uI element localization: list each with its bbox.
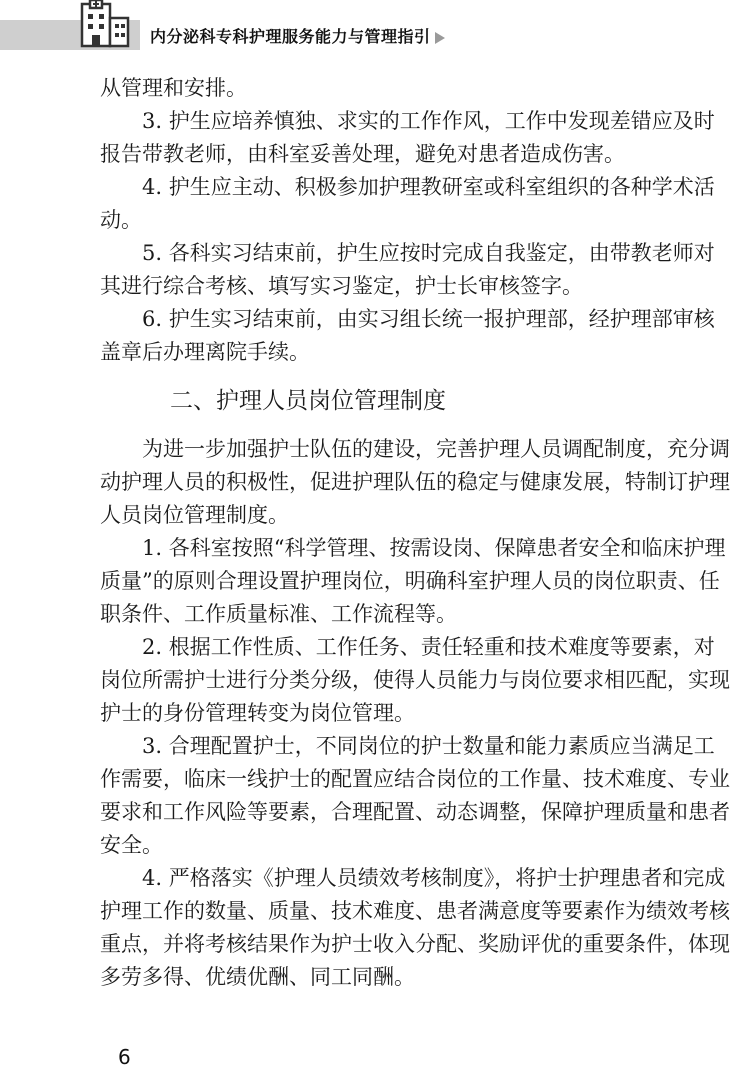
paragraph: 2. 根据工作性质、工作任务、责任轻重和技术难度等要素，对岗位所需护士进行分类分级，使得人员能力与岗位要求相匹配，实现护士的身份管理转变为岗位管理。 bbox=[100, 635, 730, 725]
header-title: 内分泌科专科护理服务能力与管理指引 bbox=[150, 27, 431, 46]
paragraph: 4. 严格落实《护理人员绩效考核制度》，将护士护理患者和完成护理工作的数量、质量、技术难度、患者满意度等要素作为绩效考核重点，并将考核结果作为护士收入分配、奖励评优的重要条件，体现多劳多得、优绩优酬、同工同酬。 bbox=[100, 866, 730, 989]
paragraph: 5. 各科实习结束前，护生应按时完成自我鉴定，由带教老师对其进行综合考核、填写实习鉴定，护士长审核签字。 bbox=[100, 241, 715, 298]
paragraph: 3. 合理配置护士，不同岗位的护士数量和能力素质应当满足工作需要，临床一线护士的配置应结合岗位的工作量、技术难度、专业要求和工作风险等要素，合理配置、动态调整，保障护理质量和患者安全。 bbox=[100, 734, 730, 857]
running-header bbox=[150, 24, 445, 47]
paragraph: 6. 护生实习结束前，由实习组长统一报护理部，经护理部审核盖章后办理离院手续。 bbox=[100, 307, 715, 364]
hospital-icon bbox=[80, 0, 140, 50]
paragraph: 为进一步加强护士队伍的建设，完善护理人员调配制度，充分调动护理人员的积极性，促进护理队伍的稳定与健康发展，特制订护理人员岗位管理制度。 bbox=[100, 437, 730, 527]
paragraph: 3. 护生应培养慎独、求实的工作作风，工作中发现差错应及时报告带教老师，由科室妥善处理，避免对患者造成伤害。 bbox=[100, 109, 715, 166]
arrow-right-icon bbox=[435, 32, 445, 44]
page-number: 6 bbox=[118, 1045, 131, 1069]
paragraph: 1. 各科室按照“科学管理、按需设岗、保障患者安全和临床护理质量”的原则合理设置护理岗位，明确科室护理人员的岗位职责、任职条件、工作质量标准、工作流程等。 bbox=[100, 536, 726, 626]
paragraph: 从管理和安排。 bbox=[100, 76, 247, 100]
section-title: 二、护理人员岗位管理制度 bbox=[170, 388, 446, 414]
paragraph: 4. 护生应主动、积极参加护理教研室或科室组织的各种学术活动。 bbox=[100, 175, 715, 232]
page-body bbox=[100, 72, 730, 994]
